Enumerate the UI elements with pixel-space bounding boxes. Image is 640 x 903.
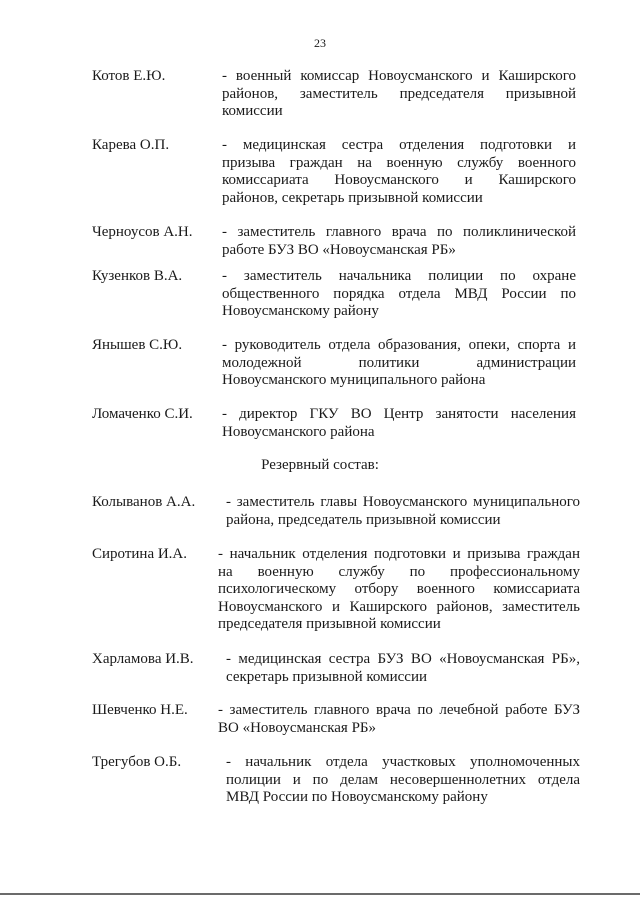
member-name: Колыванов А.А. — [92, 494, 196, 510]
member-name: Харламова И.В. — [92, 651, 194, 667]
role-line: на военную службу по профессиональному — [218, 563, 580, 580]
role-line: - директор ГКУ ВО Центр занятости населения — [222, 406, 576, 422]
role-line: Новоусманского района — [222, 423, 375, 440]
member-name: Черноусов А.Н. — [92, 224, 193, 240]
role-line: председателя призывной комиссии — [218, 616, 441, 632]
role-line: общественного порядка отдела МВД России по — [222, 285, 576, 302]
role-line: - военный комиссар Новоусманского и Каширского — [222, 68, 576, 84]
member-role — [226, 494, 580, 529]
member-role — [226, 651, 580, 686]
role-line: района, председатель призывной комиссии — [226, 511, 501, 528]
role-line: секретарь призывной комиссии — [226, 668, 428, 685]
member-name: Трегубов О.Б. — [92, 754, 182, 770]
member-role — [222, 337, 576, 390]
role-line: - руководитель отдела образования, опеки, спорта и — [222, 337, 576, 353]
role-line: - заместитель главного врача по поликлинической — [222, 224, 576, 240]
member-name: Карева О.П. — [92, 137, 170, 153]
role-line: ВО «Новоусманская РБ» — [218, 719, 377, 736]
member-role — [218, 546, 580, 634]
role-line: МВД России по Новоусманскому району — [226, 789, 488, 805]
member-role — [222, 406, 576, 441]
member-name: Сиротина И.А. — [92, 546, 188, 562]
role-line: работе БУЗ ВО «Новоусманская РБ» — [222, 241, 456, 258]
role-line: комиссариата Новоусманского и Каширского — [222, 172, 576, 188]
role-line: - заместитель главы Новоусманского муниципального — [226, 494, 580, 510]
reserve-heading: Резервный состав: — [261, 457, 379, 473]
role-line: районов, заместитель председателя призывной — [222, 85, 576, 102]
role-line: комиссии — [222, 103, 283, 119]
member-role — [222, 68, 576, 121]
role-line: - заместитель главного врача по лечебной работе БУЗ — [218, 702, 580, 718]
role-line: Новоусманского муниципального района — [222, 372, 486, 388]
role-line: районов, секретарь призывной комиссии — [222, 189, 483, 206]
role-line: - начальник отделения подготовки и призыва граждан — [218, 546, 580, 562]
member-name: Ломаченко С.И. — [92, 406, 193, 422]
role-line: полиции и по делам несовершеннолетних отдела — [226, 771, 580, 788]
role-line: - медицинская сестра БУЗ ВО «Новоусманская РБ», — [226, 651, 580, 667]
role-line: - заместитель начальника полиции по охране — [222, 268, 576, 284]
role-line: Новоусманского и Каширского районов, заместитель — [218, 598, 580, 615]
member-role — [222, 268, 576, 321]
member-name: Кузенков В.А. — [92, 268, 183, 284]
member-role — [222, 224, 576, 259]
role-line: молодежной политики администрации — [222, 354, 576, 371]
role-line: призыва граждан на военную службу военного — [222, 154, 576, 171]
member-name: Котов Е.Ю. — [92, 68, 166, 84]
member-role — [226, 754, 580, 807]
role-line: - медицинская сестра отделения подготовки и — [222, 137, 576, 153]
member-name: Шевченко Н.Е. — [92, 702, 188, 718]
role-line: Новоусманскому району — [222, 303, 379, 319]
member-role — [218, 702, 580, 737]
member-role — [222, 137, 576, 207]
role-line: - начальник отдела участковых уполномоченных — [226, 754, 580, 770]
role-line: психологическому отбору военного комиссариата — [218, 581, 580, 597]
scan-edge-line — [0, 893, 640, 895]
member-name: Янышев С.Ю. — [92, 337, 183, 353]
page-number: 23 — [314, 36, 326, 50]
